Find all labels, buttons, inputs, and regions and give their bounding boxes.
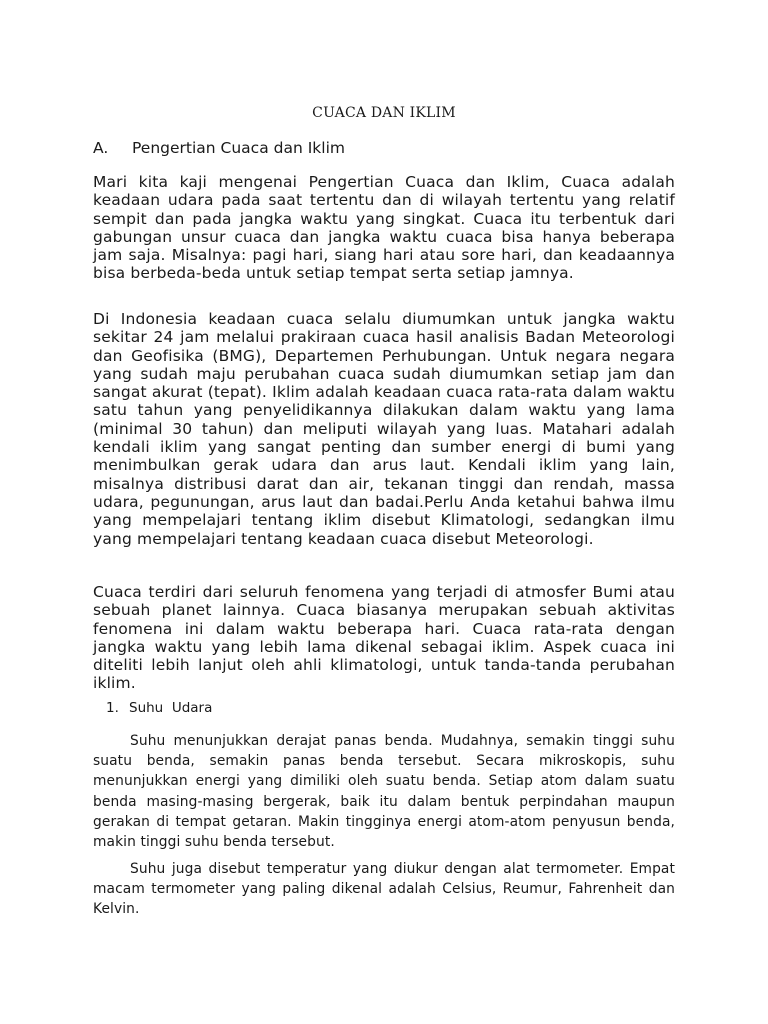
paragraph: Di Indonesia keadaan cuaca selalu diumumkan untuk jangka waktu sekitar 24 jam melalui prakiraan cuaca hasil analisis Badan Meteorologi dan Geofisika (BMG), Departemen Perhubungan. Untuk negara negara yang sudah maju perubahan cuaca sudah diumumkan setiap jam dan sangat akurat (tepat). Iklim adalah keadaan cuaca rata-rata dalam waktu satu tahun yang penyelidikannya dilakukan dalam waktu yang lama (minimal 30 tahun) dan meliputi wilayah yang luas. Matahari adalah kendali iklim yang sangat penting dan sumber energi di bumi yang menimbulkan gerak udara dan arus laut. Kendali iklim yang lain, misalnya distribusi darat dan air, tekanan tinggi dan rendah, massa udara, pegunungan, arus laut dan badai.Perlu Anda ketahui bahwa ilmu yang mempelajari tentang iklim disebut Klimatologi, sedangkan ilmu yang mempelajari tentang keadaan cuaca disebut Meteorologi.: [93, 310, 675, 548]
sub-paragraph: Suhu juga disebut temperatur yang diukur dengan alat termometer. Empat macam termometer yang paling dikenal adalah Celsius, Reumur, Fahrenheit dan Kelvin.: [93, 861, 675, 918]
subsection-heading: [106, 700, 212, 716]
sub-paragraph: Suhu menunjukkan derajat panas benda. Mudahnya, semakin tinggi suhu suatu benda, semakin panas benda tersebut. Secara mikroskopis, suhu menunjukkan energi yang dimiliki oleh suatu benda. Setiap atom dalam suatu benda masing-masing bergerak, baik itu dalam bentuk perpindahan maupun gerakan di tempat getaran. Makin tingginya energi atom-atom penyusun benda, makin tinggi suhu benda tersebut.: [93, 733, 675, 851]
subsection-title: Suhu Udara: [129, 700, 213, 716]
subsection-number: 1.: [106, 700, 119, 716]
paragraph: Mari kita kaji mengenai Pengertian Cuaca dan Iklim, Cuaca adalah keadaan udara pada saat tertentu dan di wilayah tertentu yang relatif sempit dan pada jangka waktu yang singkat. Cuaca itu terbentuk dari gabungan unsur cuaca dan jangka waktu cuaca bisa hanya beberapa jam saja. Misalnya: pagi hari, siang hari atau sore hari, dan keadaannya bisa berbeda-beda untuk setiap tempat serta setiap jamnya.: [93, 173, 675, 283]
document-title: CUACA DAN IKLIM: [312, 105, 456, 121]
paragraph: Cuaca terdiri dari seluruh fenomena yang terjadi di atmosfer Bumi atau sebuah planet lainnya. Cuaca biasanya merupakan sebuah aktivitas fenomena ini dalam waktu beberapa hari. Cuaca rata-rata dengan jangka waktu yang lebih lama dikenal sebagai iklim. Aspek cuaca ini diteliti lebih lanjut oleh ahli klimatologi, untuk tanda-tanda perubahan iklim.: [93, 583, 675, 693]
section-letter: A.: [93, 139, 109, 157]
section-heading: [93, 139, 345, 157]
section-title: Pengertian Cuaca dan Iklim: [132, 139, 345, 157]
